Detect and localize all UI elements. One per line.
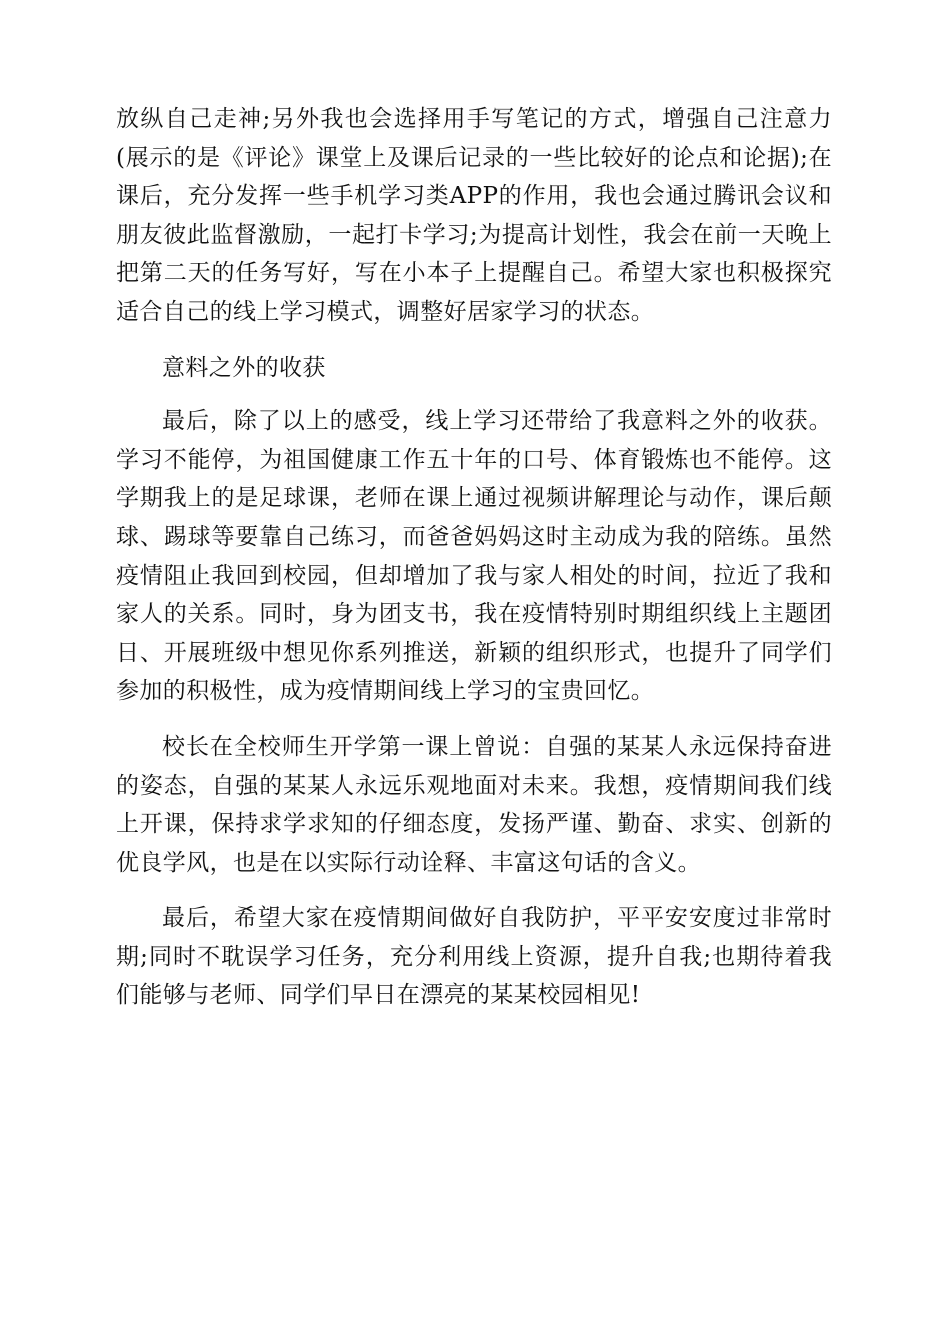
paragraph-unexpected-gains: 最后，除了以上的感受，线上学习还带给了我意料之外的收获。学习不能停，为祖国健康工作五十年的口号、体育锻炼也不能停。这学期我上的是足球课，老师在课上通过视频讲解理论与动作，课后颠球、踢球等要靠自己练习，而爸爸妈妈这时主动成为我的陪练。虽然疫情阻止我回到校园，但却增加了我与家人相处的时间，拉近了我和家人的关系。同时，身为团支书，我在疫情特别时期组织线上主题团日、开展班级中想见你系列推送，新颖的组织形式，也提升了同学们参加的积极性，成为疫情期间线上学习的宝贵回忆。 (116, 408, 832, 705)
section-heading: 意料之外的收获 (162, 354, 326, 381)
paragraph-closing: 最后，希望大家在疫情期间做好自我防护，平平安安度过非常时期;同时不耽误学习任务，充分利用线上资源，提升自我;也期待着我们能够与老师、同学们早日在漂亮的某某校园相见! (116, 905, 832, 1009)
paragraph-principal-quote: 校长在全校师生开学第一课上曾说：自强的某某人永远保持奋进的姿态，自强的某某人永远乐观地面对未来。我想，疫情期间我们线上开课，保持求学求知的仔细态度，发扬严谨、勤奋、求实、创新的优良学风，也是在以实际行动诠释、丰富这句话的含义。 (116, 733, 832, 876)
paragraph-continuation: 放纵自己走神;另外我也会选择用手写笔记的方式，增强自己注意力(展示的是《评论》课堂上及课后记录的一些比较好的论点和论据);在课后，充分发挥一些手机学习类APP的作用，我也会通过腾讯会议和朋友彼此监督激励，一起打卡学习;为提高计划性，我会在前一天晚上把第二天的任务写好，写在小本子上提醒自己。希望大家也积极探究适合自己的线上学习模式，调整好居家学习的状态。 (116, 106, 832, 325)
document-page (116, 100, 832, 1032)
